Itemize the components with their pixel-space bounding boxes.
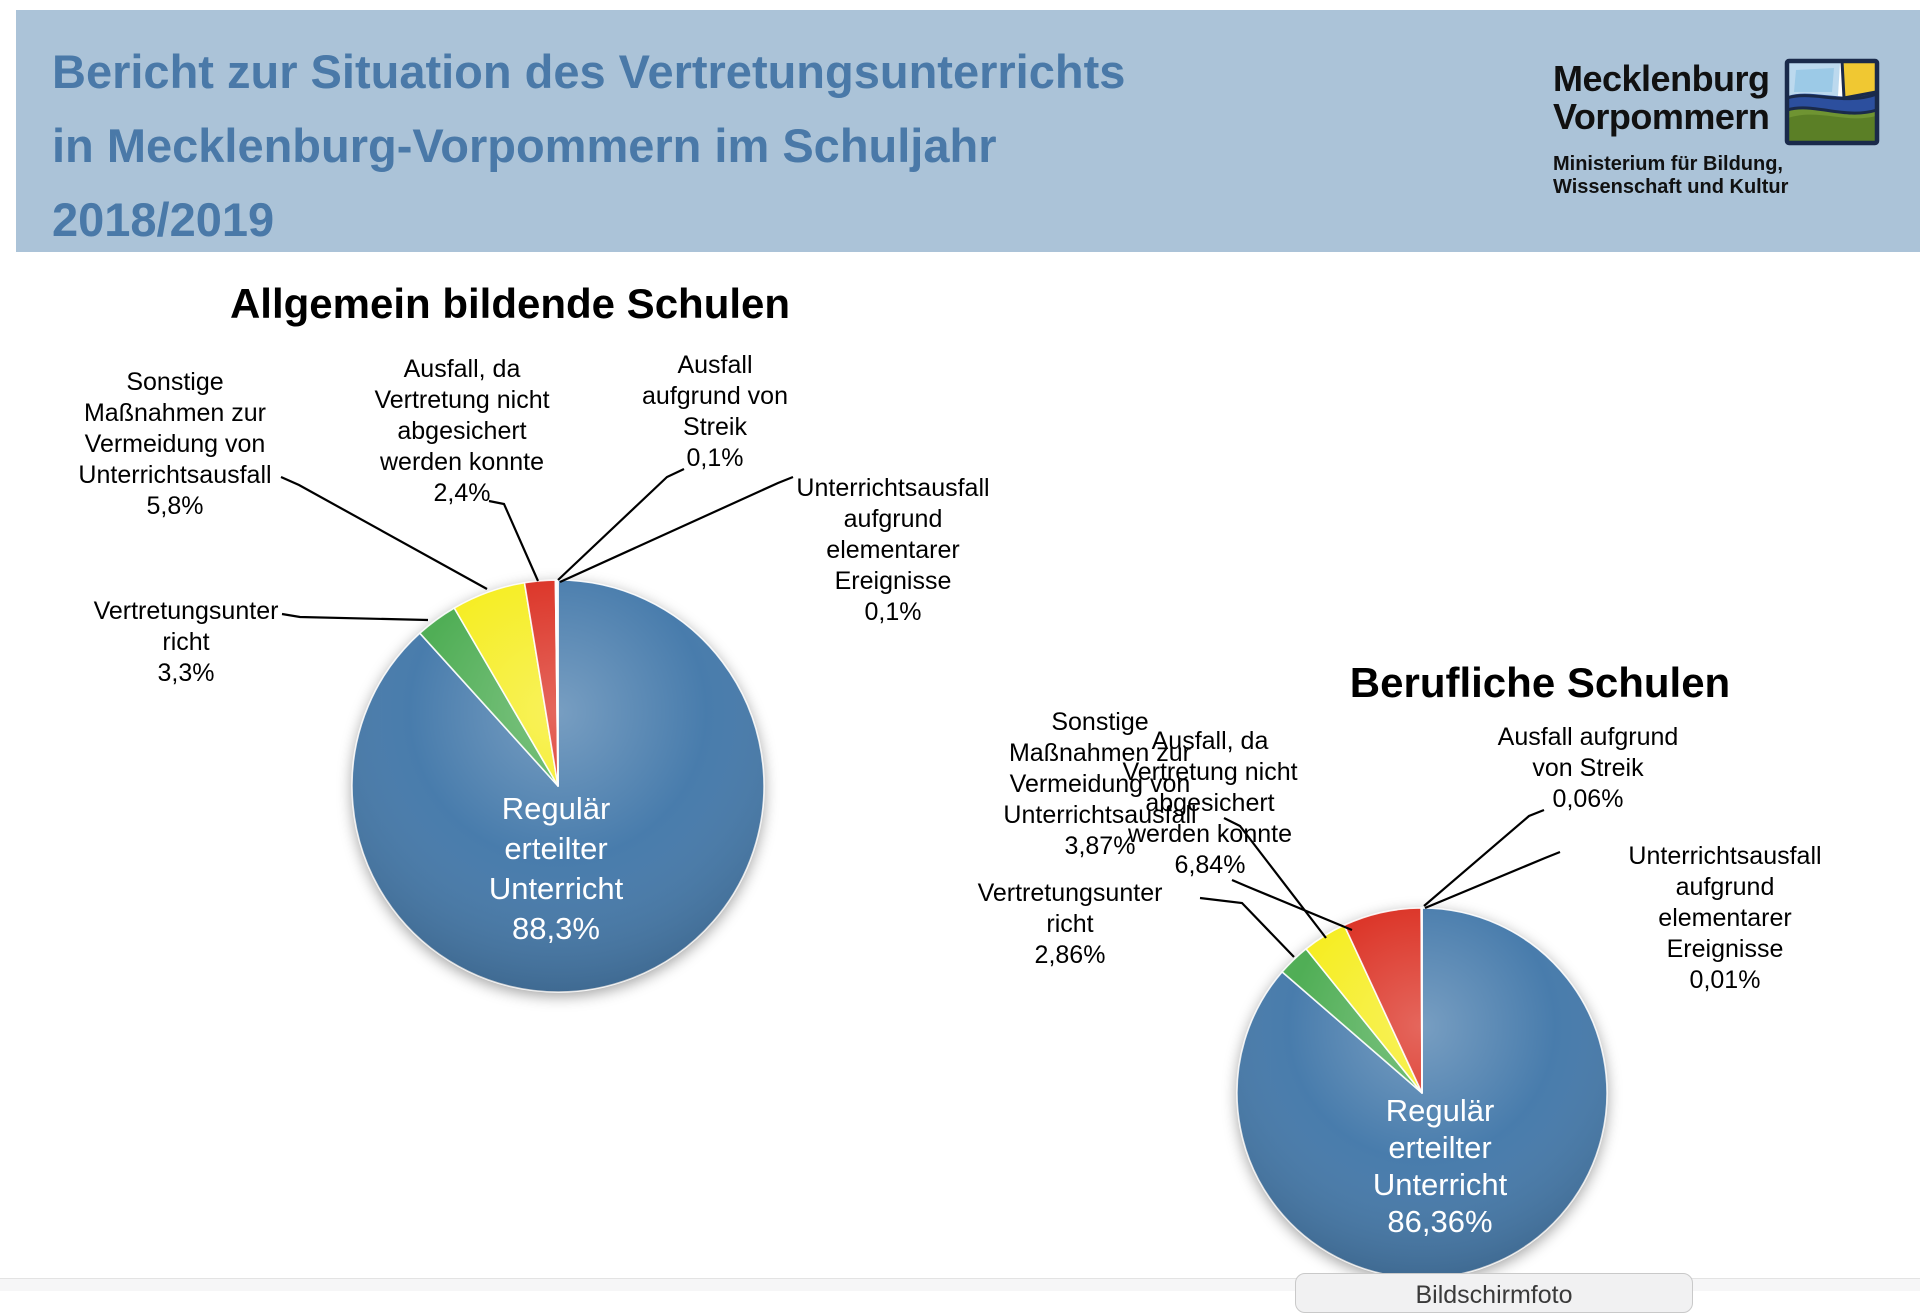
callout-line: Maßnahmen zur — [78, 398, 271, 429]
callout-line: elementarer — [1628, 903, 1821, 934]
callout-label-1-5 — [94, 596, 279, 689]
callout-line: Streik — [642, 412, 788, 443]
callout-line: Ereignisse — [1628, 934, 1821, 965]
callout-line: aufgrund von — [642, 381, 788, 412]
center-label-line: erteilter — [1373, 1129, 1507, 1166]
callout-line: Unterrichtsausfall — [1003, 800, 1196, 831]
callout-line: von Streik — [1498, 753, 1679, 784]
callout-line: aufgrund — [796, 504, 989, 535]
leader-line — [1424, 810, 1544, 906]
header-band — [16, 10, 1920, 252]
callout-line: 6,84% — [1122, 850, 1297, 881]
callout-line: Ereignisse — [796, 566, 989, 597]
center-label-line: 86,36% — [1373, 1203, 1507, 1240]
callout-line: 0,1% — [642, 443, 788, 474]
callout-line: 5,8% — [78, 491, 271, 522]
callout-line: abgesichert — [1122, 788, 1297, 819]
callout-line: werden konnte — [374, 447, 549, 478]
callout-line: richt — [978, 909, 1163, 940]
callout-line: abgesichert — [374, 416, 549, 447]
callout-label-2-5 — [978, 878, 1163, 971]
callout-line: 3,87% — [1003, 831, 1196, 862]
leader-line — [560, 477, 793, 582]
callout-line: Ausfall, da — [374, 354, 549, 385]
callout-label-1-4 — [796, 473, 989, 628]
tooltip-label: Bildschirmfoto — [1416, 1281, 1573, 1309]
center-label-line: Unterricht — [489, 869, 623, 909]
callout-line: Vertretung nicht — [1122, 757, 1297, 788]
callout-label-1-3 — [642, 350, 788, 474]
callout-line: Ausfall aufgrund — [1498, 722, 1679, 753]
ministry-logo — [16, 10, 1920, 252]
callout-line: aufgrund — [1628, 872, 1821, 903]
logo-text-line2: Vorpommern — [1553, 98, 1769, 136]
center-label-line: erteilter — [489, 829, 623, 869]
callout-line: 0,01% — [1628, 965, 1821, 996]
leader-line — [558, 469, 684, 580]
callout-line: Vertretungsunter — [978, 878, 1163, 909]
callout-line: Ausfall — [642, 350, 788, 381]
screenshot-tooltip — [1295, 1273, 1693, 1313]
callout-line: Vertretungsunter — [94, 596, 279, 627]
pie-center-label-2 — [1373, 1092, 1507, 1240]
callout-label-2-2 — [1122, 726, 1297, 881]
callout-line: Sonstige — [1003, 707, 1196, 738]
callout-line: 2,86% — [978, 940, 1163, 971]
callout-line: werden konnte — [1122, 819, 1297, 850]
callout-label-1-2 — [374, 354, 549, 509]
callout-label-1-1 — [78, 367, 271, 522]
callout-label-2-3 — [1498, 722, 1679, 815]
callout-line: 0,06% — [1498, 784, 1679, 815]
center-label-line: 88,3% — [489, 909, 623, 949]
callout-line: 2,4% — [374, 478, 549, 509]
callout-line: Ausfall, da — [1122, 726, 1297, 757]
callout-line: richt — [94, 627, 279, 658]
chart-title-2: Berufliche Schulen — [1350, 659, 1730, 707]
center-label-line: Regulär — [489, 789, 623, 829]
header-title-line3: 2018/2019 — [52, 192, 274, 247]
pie-center-label-1 — [489, 789, 623, 949]
center-label-line: Regulär — [1373, 1092, 1507, 1129]
callout-label-2-4 — [1628, 841, 1821, 996]
chart-title-1: Allgemein bildende Schulen — [230, 280, 790, 328]
callout-line: Vermeidung von — [78, 429, 271, 460]
ministry-line2: Wissenschaft und Kultur — [1553, 176, 1788, 199]
logo-text-line1: Mecklenburg — [1553, 60, 1770, 98]
callout-line: Unterrichtsausfall — [796, 473, 989, 504]
callout-line: 0,1% — [796, 597, 989, 628]
center-label-line: Unterricht — [1373, 1166, 1507, 1203]
callout-line: Vertretung nicht — [374, 385, 549, 416]
header-title-line2: in Mecklenburg-Vorpommern im Schuljahr — [52, 118, 997, 173]
header-title-line1: Bericht zur Situation des Vertretungsunterrichts — [52, 44, 1125, 99]
ministry-line1: Ministerium für Bildung, — [1553, 153, 1783, 176]
callout-line: Unterrichtsausfall — [1628, 841, 1821, 872]
callout-line: Unterrichtsausfall — [78, 460, 271, 491]
callout-line: Maßnahmen zur — [1003, 738, 1196, 769]
callout-line: Sonstige — [78, 367, 271, 398]
callout-line: 3,3% — [94, 658, 279, 689]
callout-line: elementarer — [796, 535, 989, 566]
callout-line: Vermeidung von — [1003, 769, 1196, 800]
state-logo-icon — [1784, 58, 1880, 146]
